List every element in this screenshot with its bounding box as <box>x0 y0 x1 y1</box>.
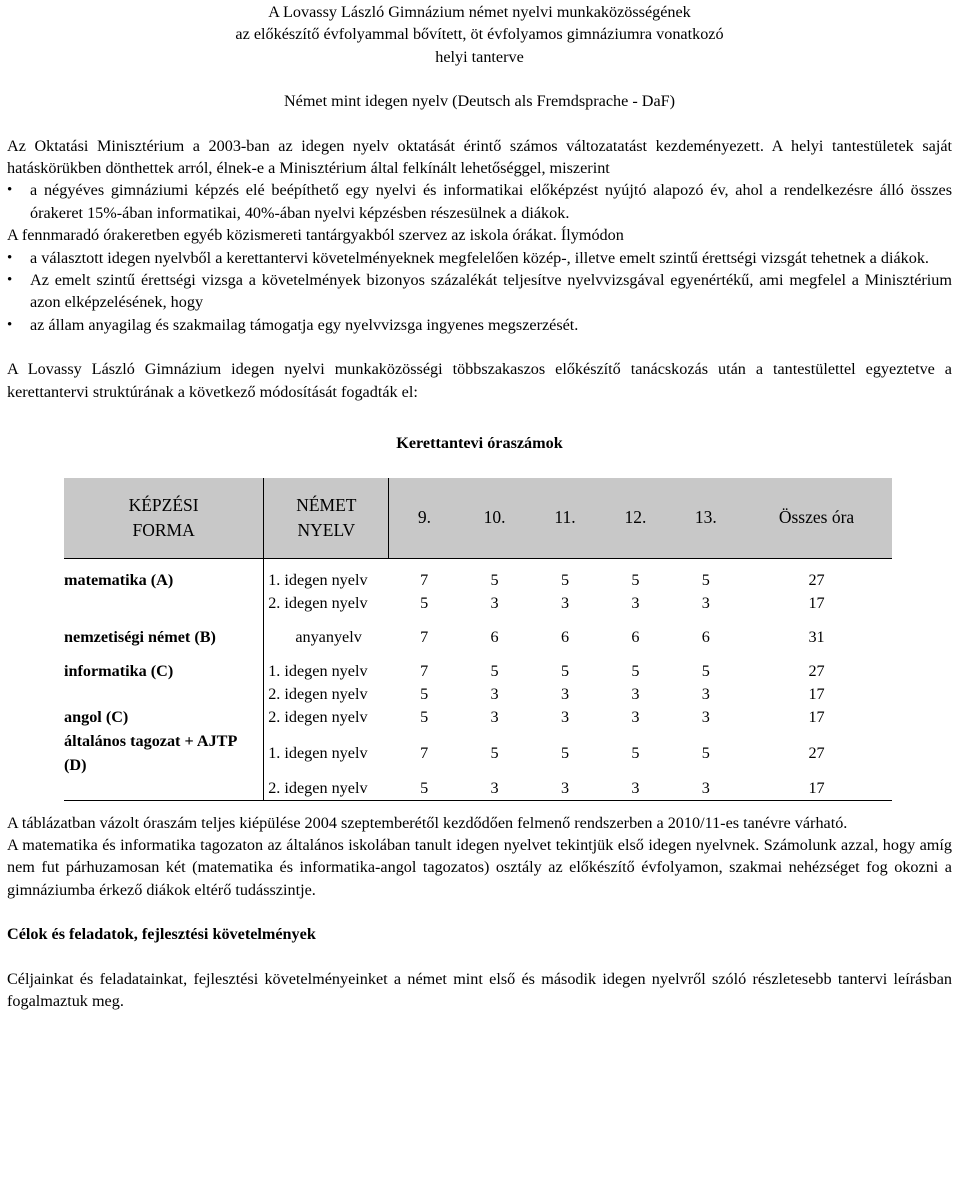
cell-grade-13: 5 <box>701 662 710 680</box>
cell-language: 2. idegen nyelv <box>268 685 368 703</box>
cell-language: 1. idegen nyelv <box>268 662 368 680</box>
cell-grade-10: 6 <box>490 628 499 646</box>
table-row <box>64 729 892 777</box>
cell-total: 31 <box>808 628 825 646</box>
cell-grade-10: 3 <box>490 685 499 703</box>
cell-grade-13: 3 <box>701 708 710 726</box>
cell-language: 2. idegen nyelv <box>268 594 368 612</box>
table-row <box>64 569 892 592</box>
intro-paragraph: Az Oktatási Minisztérium a 2003-ban az idegen nyelv oktatását érintő számos változatatást kezdeményezett. A helyi tantestületek saját hatáskörükben dönthettek arról, élnek-e a Minisztérium által felkínált lehetőséggel, miszerint <box>7 136 952 178</box>
cell-grade-10: 3 <box>490 708 499 726</box>
cell-grade-10: 3 <box>459 777 529 801</box>
cell-grade-10: 5 <box>490 571 499 589</box>
cell-grade-10: 3 <box>490 594 499 612</box>
table-row <box>64 615 892 660</box>
paragraph-2: A Lovassy László Gimnázium idegen nyelvi munkaközösségi többszakaszos előkészítő tanácskozás után a tantestülettel egyeztetve a kerettantervi struktúrának a következő módosítását fogadták el: <box>7 360 952 401</box>
header-total: Összes óra <box>741 478 892 559</box>
bullet-item: • az állam anyagilag és szakmailag támogatja egy nyelvvizsga ingyenes megszerzését. <box>7 314 952 336</box>
bullet-item: • a négyéves gimnáziumi képzés elé beépíthető egy nyelvi és informatikai előképzést nyújtó alapozó év, ahol a rendelkezésre álló összes órakeret 15%-ában informatikai, 40%-ában nyelvi képzésben részesülnek a diákok. <box>7 179 952 224</box>
header-grade-12: 12. <box>600 478 670 559</box>
cell-subject <box>64 592 264 615</box>
cell-grade-11: 3 <box>530 777 600 801</box>
paragraph-4: A matematika és informatika tagozaton az általános iskolában tanult idegen nyelvet tekintjük első idegen nyelvnek. Számolunk azzal, hogy amíg nem fut párhuzamosan két (matematika és informatika-angol tagozatos) osztály az előkészítő évfolyamon, szakmai nehézséget fog okozni a gimnáziumba érkező diákok eltérő tudásszintje. <box>7 835 952 899</box>
table-row <box>64 592 892 615</box>
header-grade-13: 13. <box>671 478 741 559</box>
bullet-list-2 <box>7 247 952 337</box>
cell-grade-11: 5 <box>560 743 570 762</box>
cell-grade-12: 3 <box>631 685 640 703</box>
cell-grade-11: 3 <box>560 685 570 703</box>
table-body <box>64 569 892 801</box>
cell-grade-13: 3 <box>671 777 741 801</box>
cell-grade-9: 5 <box>420 594 429 612</box>
hours-table <box>64 478 892 801</box>
table-row <box>64 683 892 706</box>
cell-total: 27 <box>808 662 825 680</box>
paragraph-3: A táblázatban vázolt óraszám teljes kiépülése 2004 szeptemberétől kezdődően felmenő rendszerben a 2010/11-es tanévre várható. <box>7 813 848 832</box>
cell-total: 17 <box>808 685 825 703</box>
cell-language: 1. idegen nyelv <box>268 743 368 762</box>
table-row <box>64 660 892 683</box>
cell-grade-9: 7 <box>420 571 429 589</box>
header-grade-9: 9. <box>389 478 459 559</box>
cell-total: 27 <box>808 743 825 762</box>
table-row <box>64 777 892 801</box>
bullet-item: • a választott idegen nyelvből a kerettantervi követelményeknek megfelelően közép-, illetve emelt szintű érettségi vizsgát tehetnek a diákok. <box>7 247 952 269</box>
cell-grade-10: 5 <box>490 743 499 762</box>
cell-language: anyanyelv <box>295 628 362 646</box>
cell-grade-12: 5 <box>631 662 640 680</box>
cell-grade-13: 5 <box>701 743 710 762</box>
section-2-title: Célok és feladatok, fejlesztési követelmények <box>7 925 316 944</box>
table-title: Kerettantevi óraszámok <box>396 434 563 453</box>
cell-grade-11: 3 <box>560 594 570 612</box>
cell-grade-12: 6 <box>631 628 640 646</box>
paragraph-after-bullet: A fennmaradó órakeretben egyéb közismereti tantárgyakból szervez az iskola órákat. Ílymódon <box>7 226 624 245</box>
cell-grade-9: 5 <box>420 685 429 703</box>
paragraph-5: Céljainkat és feladatainkat, fejlesztési követelményeinket a német mint első és második idegen nyelvről szóló részletesebb tantervi leírásban fogalmaztuk meg. <box>7 969 952 1010</box>
cell-grade-13: 3 <box>701 685 710 703</box>
cell-grade-12: 3 <box>631 708 640 726</box>
cell-subject <box>64 683 264 706</box>
document-subtitle: Német mint idegen nyelv (Deutsch als Fremdsprache - DaF) <box>283 92 676 111</box>
cell-grade-11: 3 <box>560 708 570 726</box>
cell-grade-9: 5 <box>420 708 429 726</box>
cell-subject: általános tagozat + AJTP (D) <box>64 729 264 777</box>
cell-grade-11: 5 <box>560 662 570 680</box>
cell-language: 2. idegen nyelv <box>268 708 368 726</box>
cell-grade-11: 6 <box>560 628 570 646</box>
cell-grade-11: 5 <box>560 571 570 589</box>
cell-grade-13: 6 <box>701 628 710 646</box>
cell-grade-13: 5 <box>701 571 710 589</box>
cell-subject: informatika (C) <box>64 660 264 683</box>
title-line-3: helyi tanterve <box>435 47 524 66</box>
cell-grade-13: 3 <box>701 594 710 612</box>
header-lang <box>264 478 389 559</box>
table-spacer <box>64 558 892 569</box>
bullet-item: • Az emelt szintű érettségi vizsga a követelmények bizonyos százalékát teljesítve nyelvvizsgával egyenértékű, ami megfelel a Minisztérium azon elképzelésének, hogy <box>7 269 952 314</box>
title-line-2: az előkészítő évfolyammal bővített, öt évfolyamos gimnáziumra vonatkozó <box>235 25 724 44</box>
cell-total: 17 <box>741 777 892 801</box>
header-lang-label: NÉMET NYELV <box>296 494 357 540</box>
cell-grade-12: 3 <box>631 594 640 612</box>
cell-grade-9: 5 <box>389 777 459 801</box>
cell-grade-12: 3 <box>600 777 670 801</box>
cell-subject: matematika (A) <box>64 569 264 592</box>
document-title <box>7 0 952 68</box>
header-grade-11: 11. <box>530 478 600 559</box>
header-form <box>64 478 264 559</box>
cell-subject: nemzetiségi német (B) <box>64 615 264 660</box>
table-row <box>64 706 892 729</box>
cell-total: 17 <box>808 708 825 726</box>
cell-grade-12: 5 <box>631 743 640 762</box>
bullet-list-1 <box>7 179 952 224</box>
cell-grade-12: 5 <box>631 571 640 589</box>
cell-language: 2. idegen nyelv <box>264 777 389 801</box>
header-grade-10: 10. <box>459 478 529 559</box>
cell-total: 27 <box>808 571 825 589</box>
table-header-row <box>64 478 892 559</box>
cell-subject <box>64 777 264 801</box>
title-line-1: A Lovassy László Gimnázium német nyelvi munkaközösségének <box>268 3 691 21</box>
cell-grade-9: 7 <box>420 743 429 762</box>
cell-language: 1. idegen nyelv <box>268 571 368 589</box>
header-form-label: KÉPZÉSI FORMA <box>128 494 199 540</box>
cell-grade-10: 5 <box>490 662 499 680</box>
cell-grade-9: 7 <box>420 662 429 680</box>
cell-grade-9: 7 <box>420 628 429 646</box>
cell-total: 17 <box>808 594 825 612</box>
cell-subject: angol (C) <box>64 706 264 729</box>
